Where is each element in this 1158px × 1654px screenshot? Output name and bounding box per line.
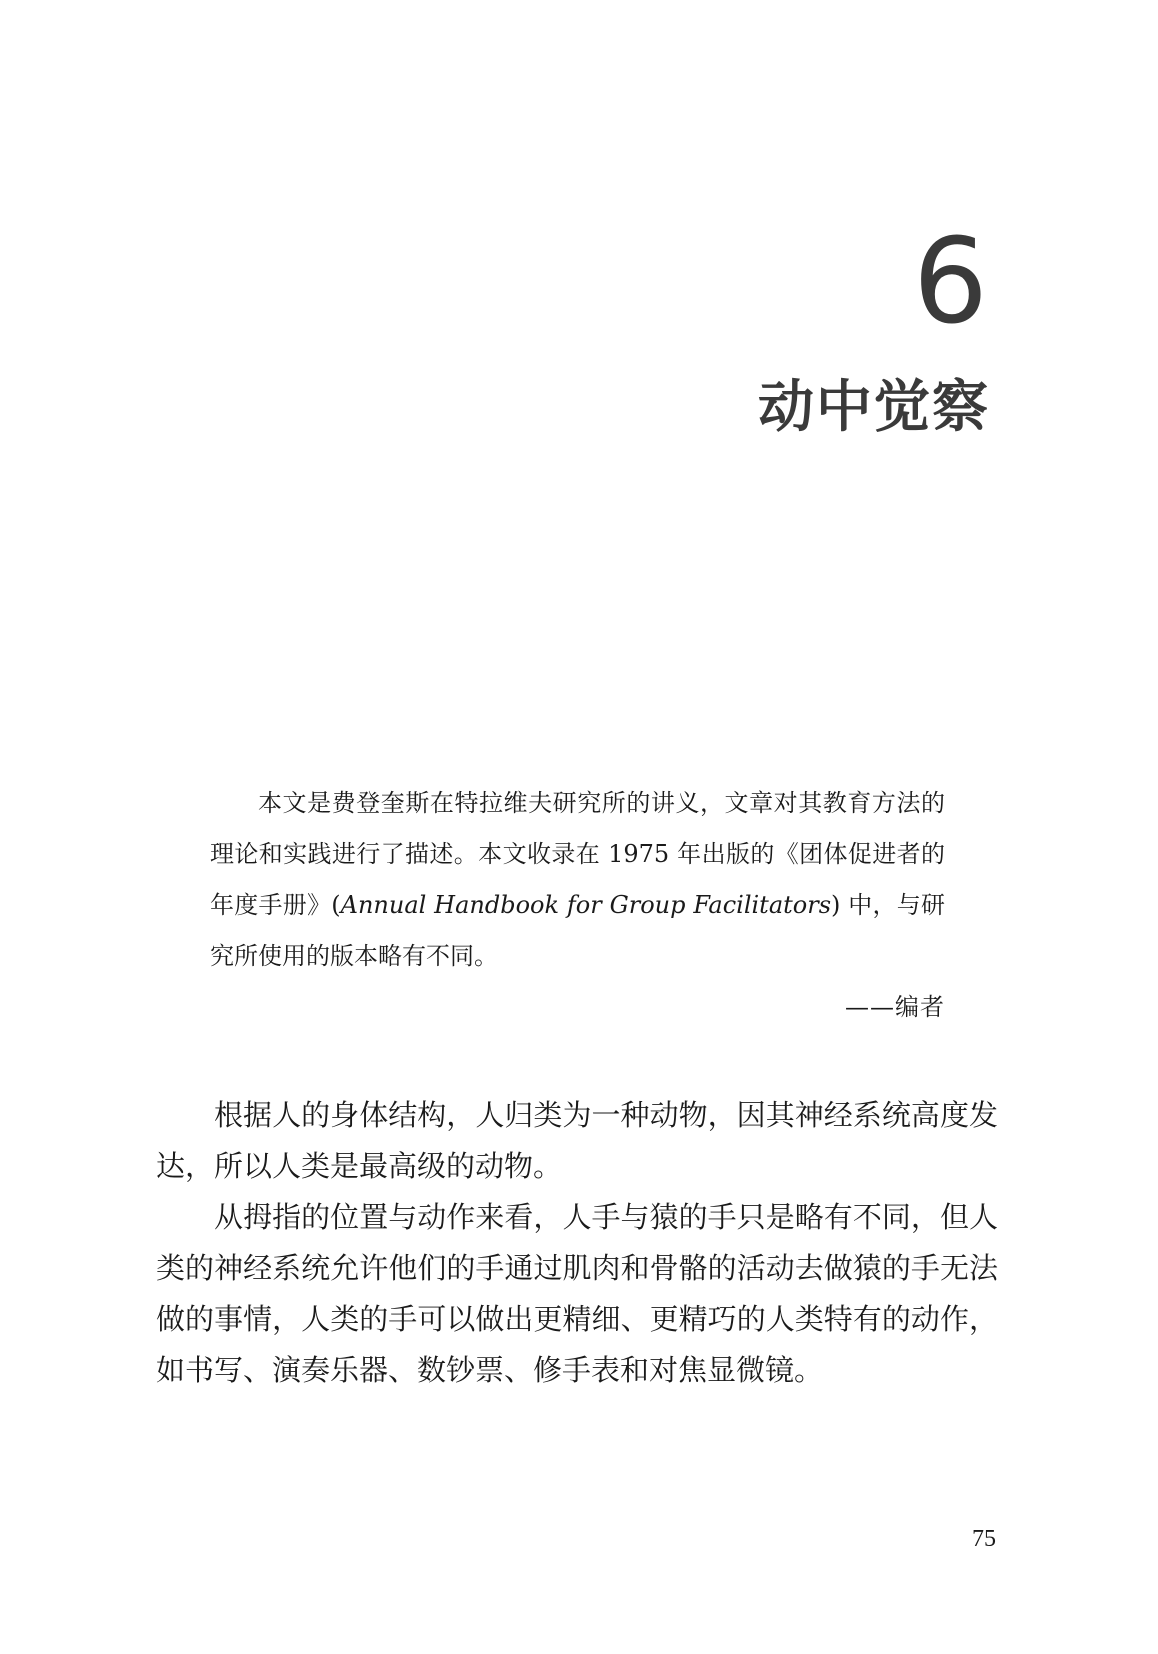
epigraph-book-title: Annual Handbook for Group Facilitators (340, 891, 832, 919)
epigraph-text-after: ) 中，与研究所使用的版本略有不同。 (210, 891, 946, 970)
page-number: 75 (972, 1526, 996, 1552)
body-text (156, 1090, 998, 1396)
chapter-number: 6 (912, 212, 988, 350)
body-paragraph: 根据人的身体结构，人归类为一种动物，因其神经系统高度发达，所以人类是最高级的动物。 (156, 1098, 998, 1183)
epigraph-text-before: 本文是费登奎斯在特拉维夫研究所的讲义，文章对其教育方法的理论和实践进行了描述。本文收录在 1975 年出版的《团体促进者的年度手册》( (210, 789, 945, 919)
epigraph-attribution: ——编者 (845, 993, 945, 1021)
epigraph (210, 778, 945, 1033)
epigraph-text (210, 778, 945, 982)
chapter-title: 动中觉察 (758, 375, 990, 440)
body-paragraph: 从拇指的位置与动作来看，人手与猿的手只是略有不同，但人类的神经系统允许他们的手通过肌肉和骨骼的活动去做猿的手无法做的事情，人类的手可以做出更精细、更精巧的人类特有的动作，如书写、演奏乐器、数钞票、修手表和对焦显微镜。 (156, 1200, 998, 1387)
